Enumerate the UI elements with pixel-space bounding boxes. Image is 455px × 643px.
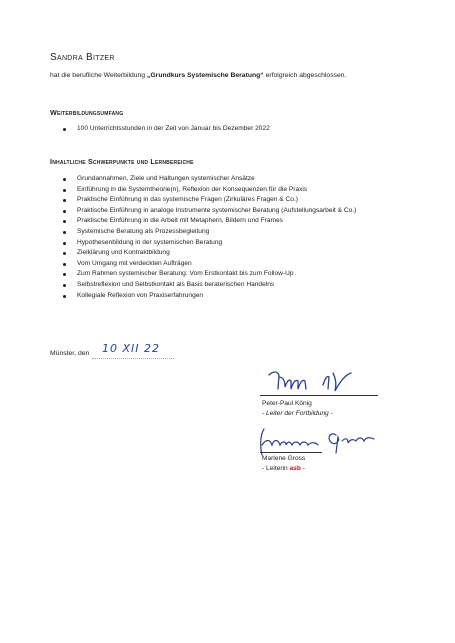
signature-1-line — [260, 395, 378, 396]
intro-after: erfolgreich abgeschlossen. — [263, 72, 347, 79]
scope-list — [50, 124, 270, 135]
signature-1-image — [265, 365, 380, 395]
list-item: Vom Umgang mit verdeckten Aufträgen — [50, 259, 356, 270]
intro-sentence — [50, 72, 440, 79]
list-item: Zum Rahmen systemischer Beratung: Vom Erstkontakt bis zum Follow-Up — [50, 269, 356, 280]
recipient-name: Sandra Bitzer — [50, 52, 115, 63]
handwritten-date: 10 XII 22 — [102, 342, 161, 355]
topics-heading: Inhaltliche Schwerpunkte und Lernbereiche — [50, 157, 194, 166]
role-suffix: - — [300, 465, 305, 472]
intro-before: hat die berufliche Weiterbildung — [50, 72, 147, 79]
list-item: Einführung in die Systemtheorie(n), Reflexion der Konsequenzen für die Praxis — [50, 185, 356, 196]
signatory-1-role: - Leiter der Fortbildung - — [262, 410, 333, 417]
signature-2-image — [256, 425, 381, 459]
list-item: Grundannahmen, Ziele und Haltungen systemischer Ansätze — [50, 174, 356, 185]
list-item: Hypothesenbildung in der systemischen Beratung — [50, 238, 356, 249]
topics-list — [50, 174, 356, 301]
list-item: Kollegiale Reflexion von Praxiserfahrungen — [50, 291, 356, 302]
list-item: Praktische Einführung in analoge Instrumente systemischer Beratung (Aufstellungsarbeit & Co.) — [50, 206, 356, 217]
role-prefix: - Leiterin — [262, 465, 290, 472]
signature-2-line — [260, 452, 322, 453]
list-item: 100 Unterrichtsstunden in der Zeit von Januar bis Dezember 2022 — [50, 124, 270, 135]
org-brand-text: asb — [289, 465, 301, 472]
signatory-1-name: Peter-Paul König — [262, 400, 312, 407]
date-dotted-line — [92, 358, 174, 359]
signatory-2-role — [262, 465, 305, 472]
course-title: „Grundkurs Systemische Beratung“ — [146, 72, 264, 79]
scope-heading: Weiterbildungsumfang — [50, 108, 124, 117]
place-date-label: Münster, den — [50, 350, 90, 357]
list-item: Praktische Einführung in die Arbeit mit Metaphern, Bildern und Frames — [50, 216, 356, 227]
list-item: Zielklärung und Kontraktbildung — [50, 248, 356, 259]
list-item: Selbstreflexion und Selbstkontakt als Basis beraterischen Handelns — [50, 280, 356, 291]
list-item: Systemische Beratung als Prozessbegleitung — [50, 227, 356, 238]
signatory-2-name: Marlene Gross — [262, 455, 306, 462]
list-item: Praktische Einführung in das systemische Fragen (Zirkuläres Fragen & Co.) — [50, 195, 356, 206]
